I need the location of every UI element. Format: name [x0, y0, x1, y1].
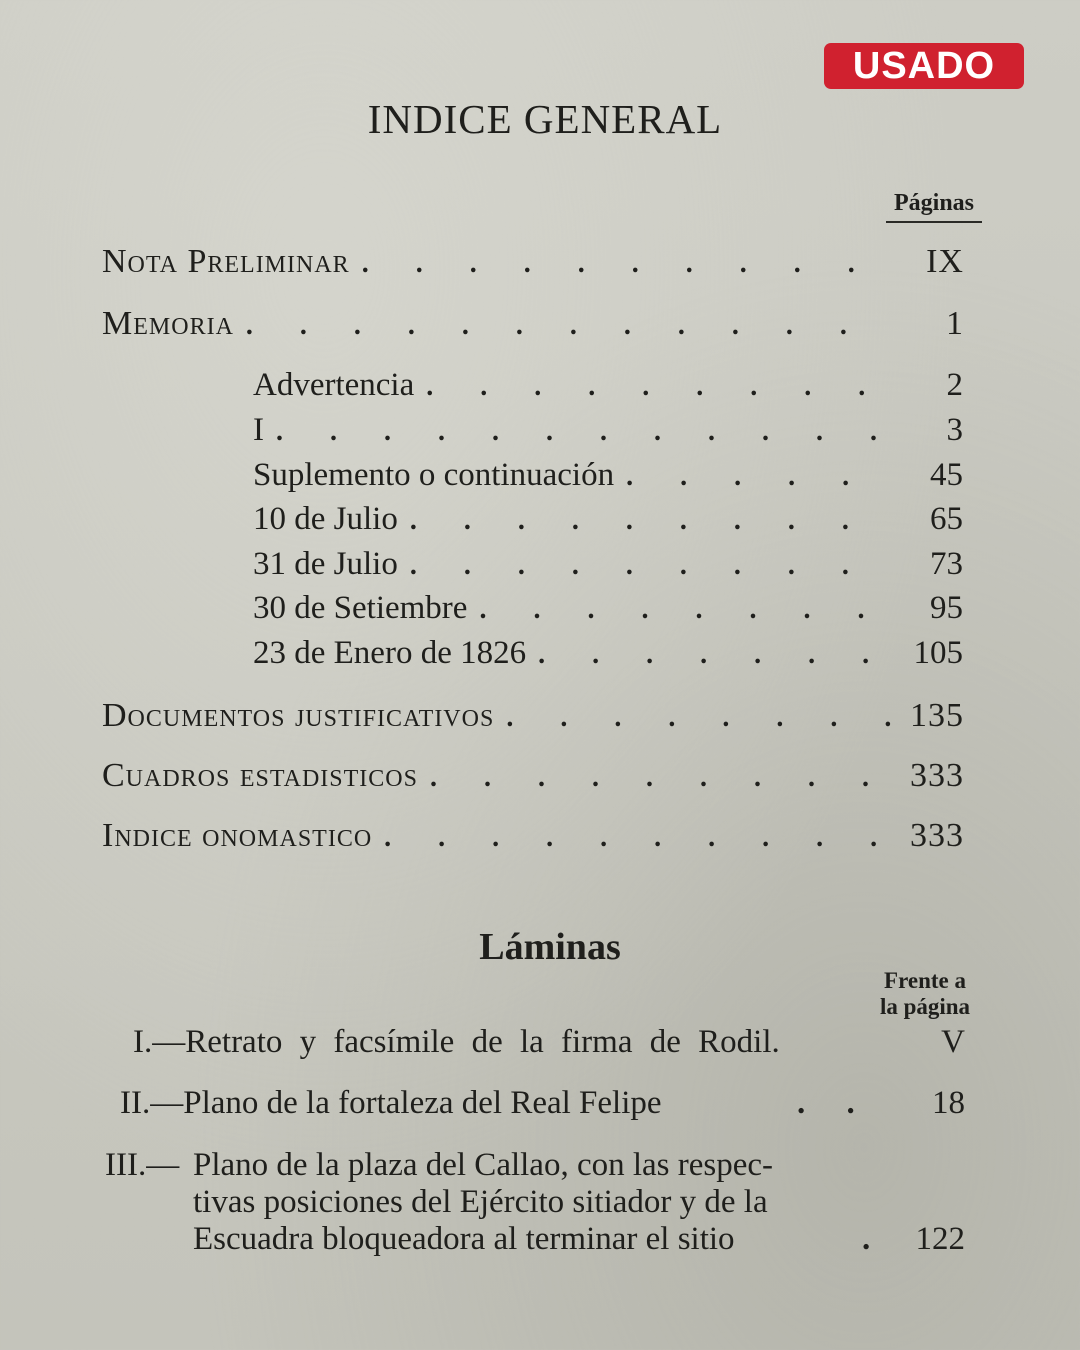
toc-entry-page: 135 — [910, 697, 964, 734]
plate-entry-page: 122 — [915, 1221, 965, 1257]
plate-entry-label: II.—Plano de la fortaleza del Real Felipe — [120, 1085, 662, 1121]
facing-page-header — [862, 968, 988, 1020]
toc-entry — [102, 757, 964, 795]
plate-entry-line: tivas posiciones del Ejército sitiador y de la — [193, 1184, 768, 1220]
toc-subentry — [253, 635, 963, 672]
toc-subentry-label: 23 de Enero de 1826 — [253, 635, 527, 671]
dot-leader: . — [862, 1221, 871, 1257]
toc-subentry — [253, 457, 963, 494]
dot-leader — [410, 505, 891, 537]
toc-entry — [102, 243, 964, 281]
plate-entry-label — [193, 1147, 773, 1258]
toc-subentry-page: 45 — [930, 457, 963, 493]
toc-subentry — [253, 412, 963, 449]
toc-entry-page: IX — [926, 243, 964, 280]
page-title: INDICE GENERAL — [367, 96, 723, 142]
dot-leader — [276, 416, 891, 448]
toc-entry-page: 333 — [910, 757, 964, 794]
toc-entry-label: Documentos justificativos — [102, 697, 495, 734]
toc-entry-label: Nota Preliminar — [102, 243, 350, 280]
toc-entry — [102, 305, 964, 343]
toc-subentry — [253, 501, 963, 538]
toc-subentry-label: I — [253, 412, 264, 448]
toc-subentry — [253, 367, 963, 404]
toc-subentry-page: 95 — [930, 590, 963, 626]
dot-leader — [362, 248, 892, 280]
dot-leader — [246, 310, 892, 342]
plate-entry-page: V — [941, 1024, 965, 1060]
toc-entry — [102, 817, 964, 855]
toc-subentry-page: 65 — [930, 501, 963, 537]
dot-leader — [384, 822, 892, 854]
plate-entry-label: I.—Retrato y facsímile de la firma de Rodil. — [133, 1024, 780, 1060]
dot-leader — [479, 594, 891, 626]
dot-leader — [538, 639, 891, 671]
dot-leader — [410, 550, 891, 582]
toc-entry-page: 333 — [910, 817, 964, 854]
dot-leader — [426, 371, 891, 403]
facing-page-header-line: la página — [879, 994, 971, 1019]
toc-subentry-label: 30 de Setiembre — [253, 590, 468, 626]
plate-entry-line: Escuadra bloqueadora al terminar el sitio — [193, 1221, 735, 1257]
pages-column-header: Páginas — [886, 190, 982, 223]
toc-subentry-label: 10 de Julio — [253, 501, 398, 537]
toc-entry-label: Cuadros estadisticos — [102, 757, 418, 794]
toc-subentry — [253, 546, 963, 583]
toc-entry-label: Indice onomastico — [102, 817, 373, 854]
toc-entry-label: Memoria — [102, 305, 234, 342]
dot-leader — [506, 702, 892, 734]
plates-title: Láminas — [479, 926, 621, 968]
plate-entry-page: 18 — [932, 1085, 965, 1121]
toc-subentry-page: 3 — [946, 412, 963, 448]
toc-entry-page: 1 — [946, 305, 964, 342]
toc-subentry — [253, 590, 963, 627]
toc-subentry-label: Advertencia — [253, 367, 415, 403]
dot-leader: . . — [797, 1085, 855, 1121]
toc-subentry-page: 2 — [946, 367, 963, 403]
toc-entry — [102, 697, 964, 735]
plate-entry-line: Plano de la plaza del Callao, con las respec- — [193, 1147, 774, 1183]
toc-subentry-label: 31 de Julio — [253, 546, 398, 582]
toc-subentry-page: 73 — [930, 546, 963, 582]
plate-entry-number: III.— — [105, 1147, 180, 1183]
toc-subentry-page: 105 — [913, 635, 963, 671]
facing-page-header-line: Frente a — [884, 968, 966, 993]
dot-leader — [430, 762, 892, 794]
dot-leader — [626, 461, 891, 493]
toc-subentry-label: Suplemento o continuación — [253, 457, 615, 493]
used-badge: USADO — [824, 43, 1024, 89]
